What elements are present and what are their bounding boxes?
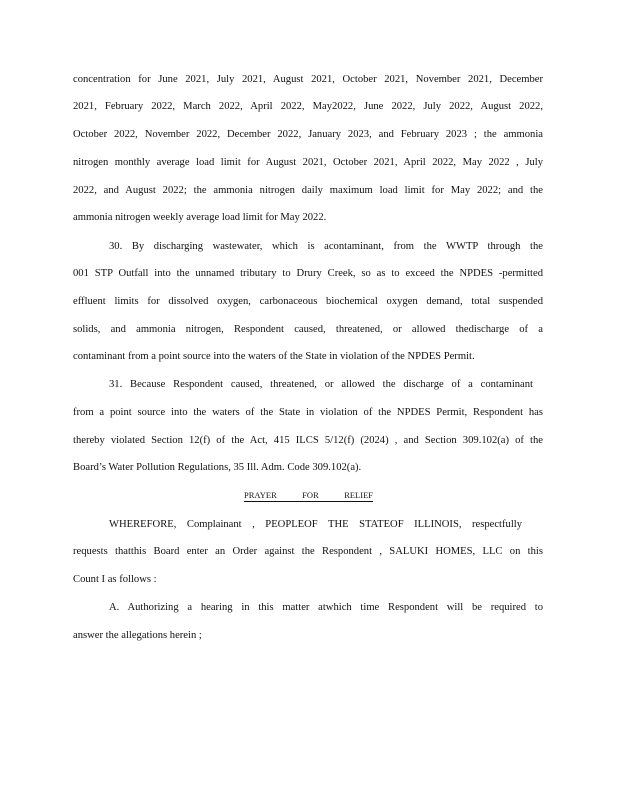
text-line: contaminant from a point source into the waters of the State in violation of the NPDES Permit. xyxy=(73,351,475,362)
text-line: ammonia nitrogen weekly average load limit for May 2022. xyxy=(73,212,327,223)
prayer-for-relief-heading: PRAYER FOR RELIEF xyxy=(244,490,373,500)
text-line: answer the allegations herein ; xyxy=(73,630,202,641)
text-line: solids, and ammonia nitrogen, Respondent caused, threatened, or allowed thedischarge of a xyxy=(73,324,543,335)
paragraph-31-first-line: 31. Because Respondent caused, threatened, or allowed the discharge of a contaminant xyxy=(109,379,533,390)
text-line: nitrogen monthly average load limit for August 2021, October 2021, April 2022, May 2022 , July xyxy=(73,157,543,168)
text-line: requests thatthis Board enter an Order against the Respondent , SALUKI HOMES, LLC on this xyxy=(73,546,543,557)
wherefore-first-line: WHEREFORE, Complainant , PEOPLEOF THE STATEOF ILLINOIS, respectfully xyxy=(109,519,522,530)
text-line: effluent limits for dissolved oxygen, carbonaceous biochemical oxygen demand, total suspended xyxy=(73,296,543,307)
text-line: from a point source into the waters of the State in violation of the NPDES Permit, Respondent has xyxy=(73,407,543,418)
item-a-first-line: A. Authorizing a hearing in this matter atwhich time Respondent will be required to xyxy=(109,602,543,613)
paragraph-30-first-line: 30. By discharging wastewater, which is acontaminant, from the WWTP through the xyxy=(109,241,543,252)
text-line: Board’s Water Pollution Regulations, 35 Ill. Adm. Code 309.102(a). xyxy=(73,462,362,473)
text-line: October 2022, November 2022, December 2022, January 2023, and February 2023 ; the ammonia xyxy=(73,129,543,140)
text-line: 2021, February 2022, March 2022, April 2022, May2022, June 2022, July 2022, August 2022, xyxy=(73,101,543,112)
text-line: thereby violated Section 12(f) of the Act, 415 ILCS 5/12(f) (2024) , and Section 309.102(a) of the xyxy=(73,435,543,446)
text-line: concentration for June 2021, July 2021, August 2021, October 2021, November 2021, December xyxy=(73,74,543,85)
text-line: Count I as follows : xyxy=(73,574,157,585)
text-line: 2022, and August 2022; the ammonia nitrogen daily maximum load limit for May 2022; and the xyxy=(73,185,543,196)
text-line: 001 STP Outfall into the unnamed tributary to Drury Creek, so as to exceed the NPDES -permitted xyxy=(73,268,543,279)
